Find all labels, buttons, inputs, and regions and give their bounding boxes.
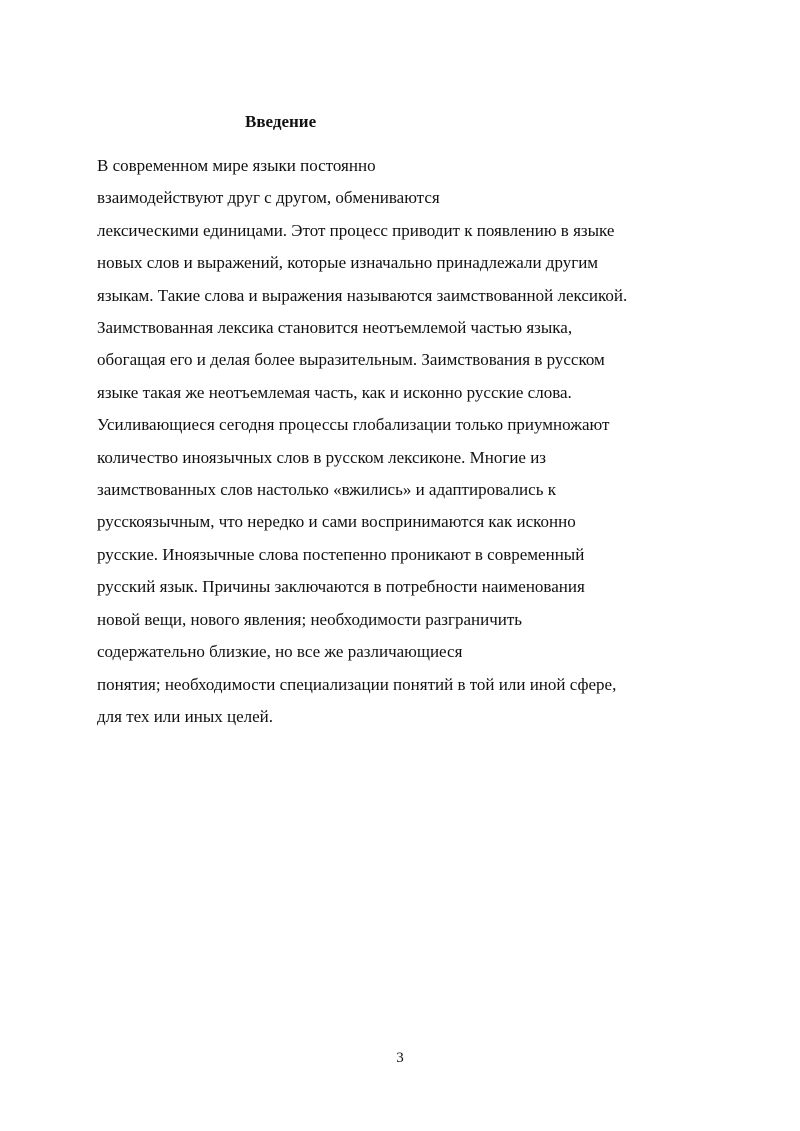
text-line: русские. Иноязычные слова постепенно проникают в современный — [97, 544, 585, 564]
page-number: 3 — [396, 1050, 404, 1066]
text-line: Заимствованная лексика становится неотъемлемой частью языка, — [97, 318, 573, 338]
text-line: В современном мире языки постоянно — [97, 156, 376, 175]
text-line: русскоязычным, что нередко и сами воспринимаются как исконно — [97, 512, 576, 532]
section-heading: Введение — [245, 112, 317, 131]
text-line: новых слов и выражений, которые изначально принадлежали другим — [97, 253, 599, 273]
text-line: количество иноязычных слов в русском лексиконе. Многие из — [97, 447, 547, 467]
text-line: русский язык. Причины заключаются в потребности наименования — [97, 577, 585, 597]
text-line: лексическими единицами. Этот процесс приводит к появлению в языке — [97, 220, 615, 240]
text-line: заимствованных слов настолько «вжились» и адаптировались к — [97, 480, 556, 500]
text-line: взаимодействуют друг с другом, обмениваются — [97, 188, 440, 208]
text-line: обогащая его и делая более выразительным. Заимствования в русском — [97, 350, 605, 370]
text-line: понятия; необходимости специализации понятий в той или иной сфере, — [97, 674, 617, 694]
text-line: Усиливающиеся сегодня процессы глобализации только приумножают — [97, 415, 610, 435]
text-line: содержательно близкие, но все же различающиеся — [97, 642, 463, 662]
text-line: новой вещи, нового явления; необходимости разграничить — [97, 609, 523, 629]
text-line: языкам. Такие слова и выражения называются заимствованной лексикой. — [97, 285, 628, 305]
body-text — [97, 150, 717, 733]
text-line: языке такая же неотъемлемая часть, как и исконно русские слова. — [97, 382, 572, 402]
text-line: для тех или иных целей. — [97, 706, 274, 726]
